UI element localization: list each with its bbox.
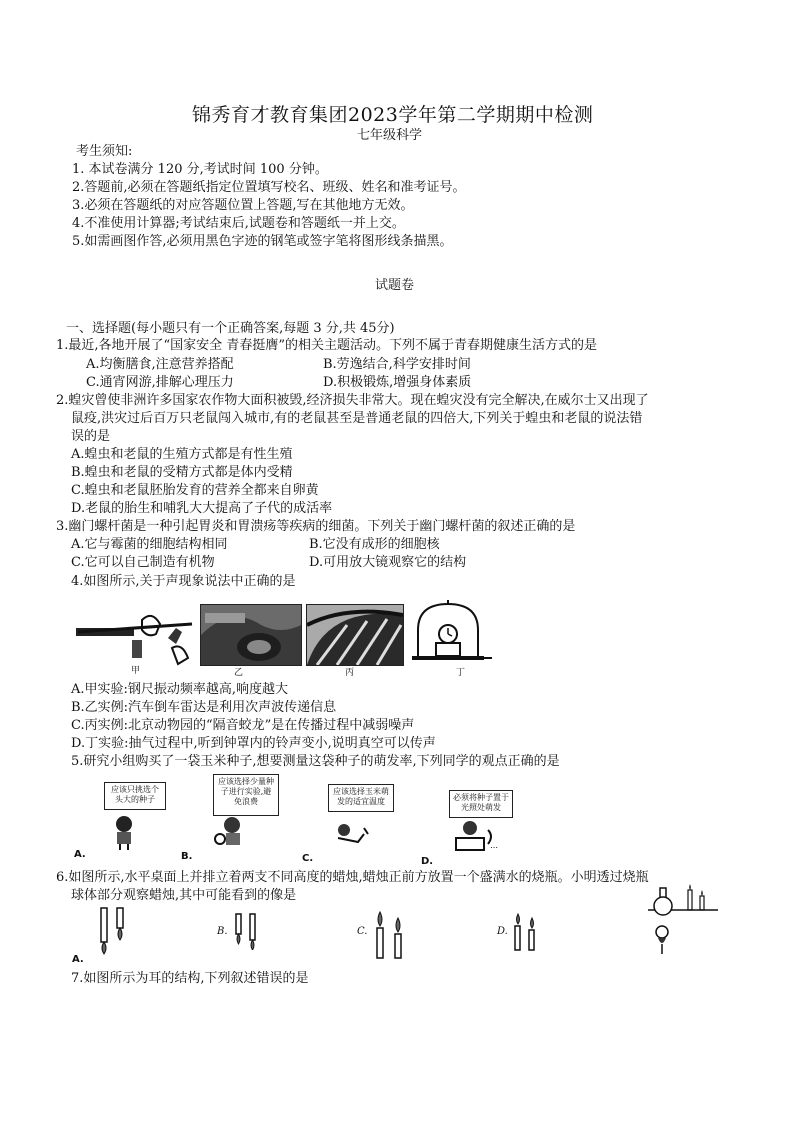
question-4-option-c: C.丙实例:北京动物园的“隔音蛟龙”是在传播过程中减弱噪声 <box>71 718 415 733</box>
page-subtitle: 七年级科学 <box>357 128 423 143</box>
notice-item-1: 1. 本试卷满分 120 分,考试时间 100 分钟。 <box>72 162 328 177</box>
student-c-icon <box>332 822 372 848</box>
opinion-bubble-a: 应该只挑选个头大的种子 <box>104 782 166 810</box>
question-1-stem: 1.最近,各地开展了“国家安全 青春挺膺”的相关主题活动。下列不属于青春期健康生活方式的是 <box>56 338 597 353</box>
question-2-option-c: C.蝗虫和老鼠胚胎发育的营养全都来自卵黄 <box>71 483 319 498</box>
question-6-stem-line-1: 6.如图所示,水平桌面上并排立着两支不同高度的蜡烛,蜡烛正前方放置一个盛满水的烧瓶。小明透过烧瓶 <box>56 870 649 885</box>
candle-image-a-icon <box>98 906 128 956</box>
question-3-option-a: A.它与霉菌的细胞结构相同 <box>71 537 228 552</box>
question-5-label-a: A. <box>74 849 86 860</box>
svg-text:⋯: ⋯ <box>490 843 498 852</box>
question-4-option-d: D.丁实验:抽气过程中,听到钟罩内的铃声变小,说明真空可以传声 <box>71 736 436 751</box>
question-6-stem-line-2: 球体部分观察蜡烛,其中可能看到的像是 <box>71 888 297 903</box>
question-2-option-d: D.老鼠的胎生和哺乳大大提高了子代的成活率 <box>71 501 333 516</box>
question-3-option-b: B.它没有成形的细胞核 <box>309 537 440 552</box>
question-3-option-d: D.可用放大镜观察它的结构 <box>309 555 467 570</box>
opinion-bubble-c: 应该选择玉米萌发的适宜温度 <box>328 784 394 812</box>
figure-car-radar <box>200 604 302 666</box>
candle-image-b-icon <box>234 912 260 950</box>
student-d-icon <box>452 818 500 854</box>
figure-bell-jar <box>406 600 492 666</box>
notice-item-2: 2.答题前,必须在答题纸指定位置填写校名、班级、姓名和准考证号。 <box>72 180 466 195</box>
figure-zoo-tunnel <box>306 604 404 666</box>
question-2-stem-line-1: 2.蝗灾曾使非洲许多国家农作物大面积被毁,经济损失非常大。现在蝗灾没有完全解决,在威尔士又出现了 <box>56 393 649 408</box>
notice-item-4: 4.不准使用计算器;考试结束后,试题卷和答题纸一并上交。 <box>72 216 405 231</box>
question-4-option-a: A.甲实验:钢尺振动频率越高,响度越大 <box>71 682 289 697</box>
opinion-bubble-b: 应该选择少量种子进行实验,避免浪费 <box>213 774 279 816</box>
question-6-label-a: A. <box>72 954 84 965</box>
question-4-option-b: B.乙实例:汽车倒车雷达是利用次声波传递信息 <box>71 700 337 715</box>
question-6-label-b: B. <box>217 926 228 937</box>
figure-label-bing: 丙 <box>345 668 355 678</box>
part-heading: 一、选择题(每小题只有一个正确答案,每题 3 分,共 45分) <box>66 321 395 336</box>
figure-label-jia: 甲 <box>131 666 141 676</box>
candle-image-c-icon <box>372 908 406 960</box>
question-2-stem-line-2: 鼠疫,洪灾过后百万只老鼠闯入城市,有的老鼠甚至是普通老鼠的四倍大,下列关于蝗虫和老鼠的说法错 <box>71 411 643 426</box>
notice-item-5: 5.如需画图作答,必须用黑色字迹的钢笔或签字笔将图形线条描黑。 <box>72 234 453 249</box>
question-5-label-c: C. <box>302 853 314 864</box>
question-6-label-d: D. <box>497 926 508 937</box>
notice-heading: 考生须知: <box>76 144 133 159</box>
student-b-icon <box>212 815 246 849</box>
question-1-option-b: B.劳逸结合,科学安排时间 <box>323 357 471 372</box>
figure-label-ding: 丁 <box>456 668 466 678</box>
page-title: 锦秀育才教育集团2023学年第二学期期中检测 <box>192 104 594 126</box>
question-2-stem-line-3: 误的是 <box>71 429 111 444</box>
notice-item-3: 3.必须在答题纸的对应答题位置上答题,写在其他地方无效。 <box>72 198 414 213</box>
figure-steel-ruler <box>72 604 200 666</box>
question-6-label-c: C. <box>357 926 368 937</box>
question-5-label-d: D. <box>421 856 434 867</box>
question-1-option-d: D.积极锻炼,增强身体素质 <box>323 375 472 390</box>
question-1-option-a: A.均衡膳食,注意营养搭配 <box>86 357 234 372</box>
question-5-label-b: B. <box>181 851 193 862</box>
question-3-stem: 3.幽门螺杆菌是一种引起胃炎和胃溃疡等疾病的细菌。下列关于幽门螺杆菌的叙述正确的是 <box>56 519 576 534</box>
student-a-icon <box>108 814 142 850</box>
question-1-option-c: C.通宵网游,排解心理压力 <box>86 375 234 390</box>
question-5-stem: 5.研究小组购买了一袋玉米种子,想要测量这袋种子的萌发率,下列同学的观点正确的是 <box>71 754 560 769</box>
flask-and-candles-icon <box>648 884 720 958</box>
question-7-stem: 7.如图所示为耳的结构,下列叙述错误的是 <box>71 971 309 986</box>
question-2-option-b: B.蝗虫和老鼠的受精方式都是体内受精 <box>71 465 293 480</box>
question-4-stem: 4.如图所示,关于声现象说法中正确的是 <box>71 574 296 589</box>
question-3-option-c: C.它可以自己制造有机物 <box>71 555 215 570</box>
section-label: 试题卷 <box>375 278 415 293</box>
candle-image-d-icon <box>512 912 538 952</box>
question-2-option-a: A.蝗虫和老鼠的生殖方式都是有性生殖 <box>71 447 293 462</box>
opinion-bubble-d: 必须将种子置于光照处萌发 <box>449 790 513 818</box>
figure-label-yi: 乙 <box>234 668 244 678</box>
